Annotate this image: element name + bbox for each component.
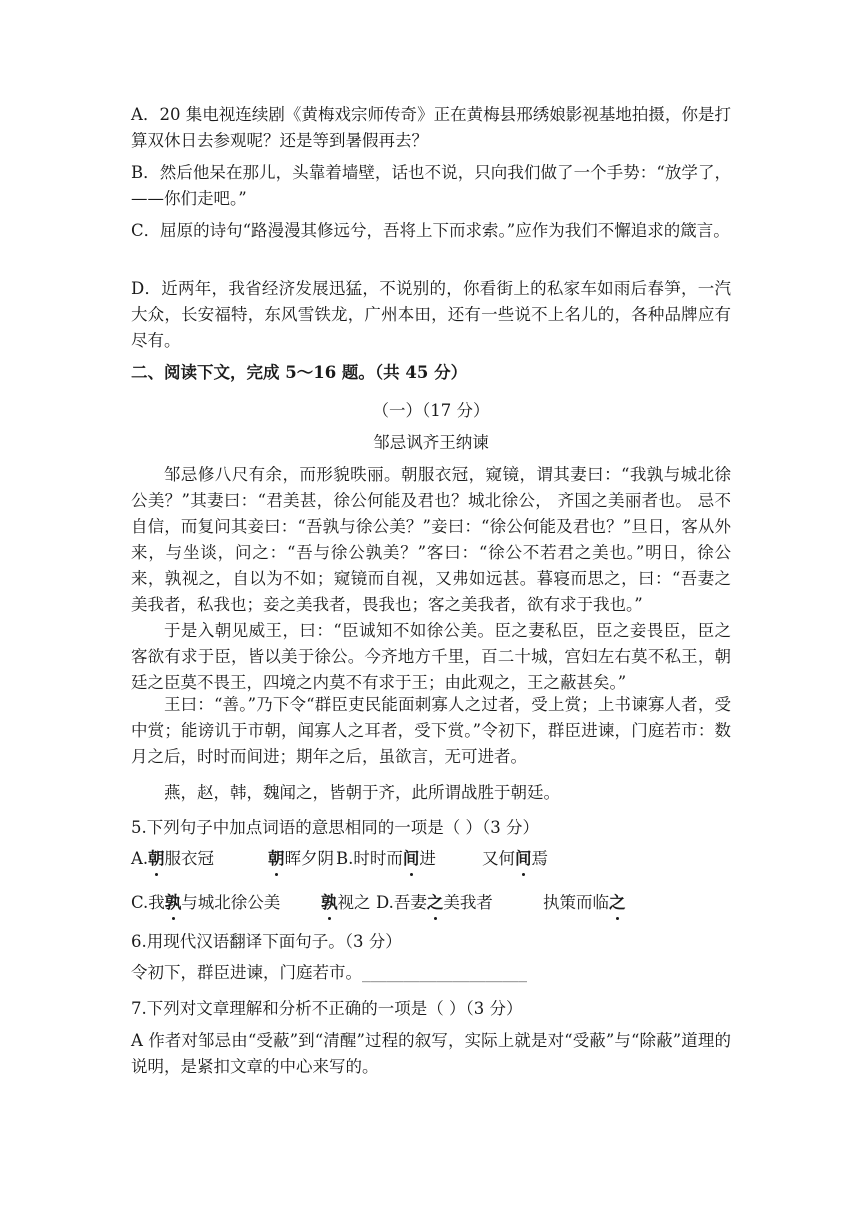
sentence-text: 令初下，群臣进谏，门庭若市。	[131, 963, 362, 982]
phrase-text: 服衣冠	[164, 849, 214, 868]
q5-option-d-phrase-2	[543, 890, 626, 916]
phrase-text: B.时时而	[336, 849, 403, 868]
part-heading: （一）（17 分）	[372, 401, 490, 420]
question-7-option-a: A 作者对邹忌由“受蔽”到“清醒”过程的叙写，实际上就是对“受蔽”与“除蔽”道理的说明，是紧扣文章的中心来写的。	[131, 1031, 731, 1076]
phrase-text: 与城北徐公美	[181, 893, 281, 912]
dotted-word: 之	[609, 890, 626, 916]
q5-option-a-phrase-1	[148, 846, 214, 872]
option-b: B．然后他呆在那儿，头靠着墙壁，话也不说，只向我们做了一个手势：“放学了，——你们走吧。”	[131, 163, 731, 208]
phrase-text: 焉	[531, 849, 548, 868]
question-5: 5.下列句子中加点词语的意思相同的一项是（ ）（3 分）	[131, 818, 539, 837]
passage-paragraph-1: 邹忌修八尺有余，而形貌昳丽。朝服衣冠，窥镜，谓其妻曰：“我孰与城北徐公美？”其妻曰：“君美甚，徐公何能及君也？城北徐公， 齐国之美丽者也。 忌不自信，而复问其妾曰：“吾孰与徐公美？”妾曰：“徐公何能及君也？”旦日，客从外来，与坐谈，问之：“吾与徐公孰美？”客曰：“徐公不若君之美也。”明日，徐公来，孰视之，自以为不如；窥镜而自视，又弗如远甚。暮寝而思之，曰：“吾妻之美我者，私我也；妾之美我者，畏我也；客之美我者，欲有求于我也。”	[131, 465, 731, 614]
passage-paragraph-4: 燕，赵，韩，魏闻之，皆朝于齐，此所谓战胜于朝廷。	[164, 783, 560, 802]
phrase-text: 又何	[482, 849, 515, 868]
option-c: C．屈原的诗句“路漫漫其修远兮，吾将上下而求索。”应作为我们不懈追求的箴言。	[131, 221, 730, 240]
question-6: 6.用现代汉语翻译下面句子。（3 分）	[131, 932, 402, 951]
q5-option-a-label: A.	[131, 849, 149, 868]
q5-option-b-phrase-2	[482, 846, 548, 872]
question-7: 7.下列对文章理解和分析不正确的一项是（ ）（3 分）	[131, 999, 523, 1018]
q5-option-d-phrase-1	[376, 890, 493, 916]
dotted-word: 间	[515, 846, 532, 872]
answer-blank[interactable]: ____________________	[362, 963, 527, 982]
phrase-text: 美我者	[443, 893, 493, 912]
dotted-word: 孰	[165, 890, 182, 916]
passage-title: 邹忌讽齐王纳谏	[373, 433, 489, 452]
phrase-text: D.吾妻	[376, 893, 427, 912]
phrase-text: C.我	[131, 893, 165, 912]
passage-paragraph-3: 王曰：“善。”乃下令“群臣吏民能面刺寡人之过者，受上赏；上书谏寡人者，受中赏；能谤讥于市朝，闻寡人之耳者，受下赏。”令初下，群臣进谏，门庭若市：数月之后，时时而间进；期年之后，虽欲言，无可进者。	[131, 695, 731, 766]
dotted-word: 之	[427, 890, 444, 916]
q5-option-c-phrase-1	[131, 890, 280, 916]
phrase-text: 进	[419, 849, 436, 868]
dotted-word: 孰	[321, 890, 338, 916]
q5-option-c-phrase-2	[321, 890, 371, 916]
dotted-word: 朝	[268, 846, 285, 872]
passage-paragraph-2: 于是入朝见威王，曰：“臣诚知不如徐公美。臣之妻私臣，臣之妾畏臣，臣之客欲有求于臣，皆以美于徐公。今齐地方千里，百二十城，宫妇左右莫不私王，朝廷之臣莫不畏王，四境之内莫不有求于王；由此观之，王之蔽甚矣。”	[131, 621, 731, 692]
question-6-sentence	[131, 960, 731, 986]
section-heading: 二、阅读下文，完成 5～16 题。（共 45 分）	[131, 363, 468, 382]
q5-option-b-phrase-1	[336, 846, 436, 872]
option-d: D．近两年，我省经济发展迅猛，不说别的，你看街上的私家车如雨后春笋，一汽大众，长安福特，东风雪铁龙，广州本田，还有一些说不上名儿的，各种品牌应有尽有。	[131, 279, 731, 350]
phrase-text: 视之	[337, 893, 371, 912]
dotted-word: 间	[403, 846, 420, 872]
phrase-text: 执策而临	[543, 893, 609, 912]
q5-option-a-phrase-2	[268, 846, 334, 872]
phrase-text: 晖夕阴	[284, 849, 334, 868]
dotted-word: 朝	[148, 846, 165, 872]
option-a: A．20 集电视连续剧《黄梅戏宗师传奇》正在黄梅县邢绣娘影视基地拍摄，你是打算双休日去参观呢？还是等到暑假再去？	[131, 105, 731, 150]
